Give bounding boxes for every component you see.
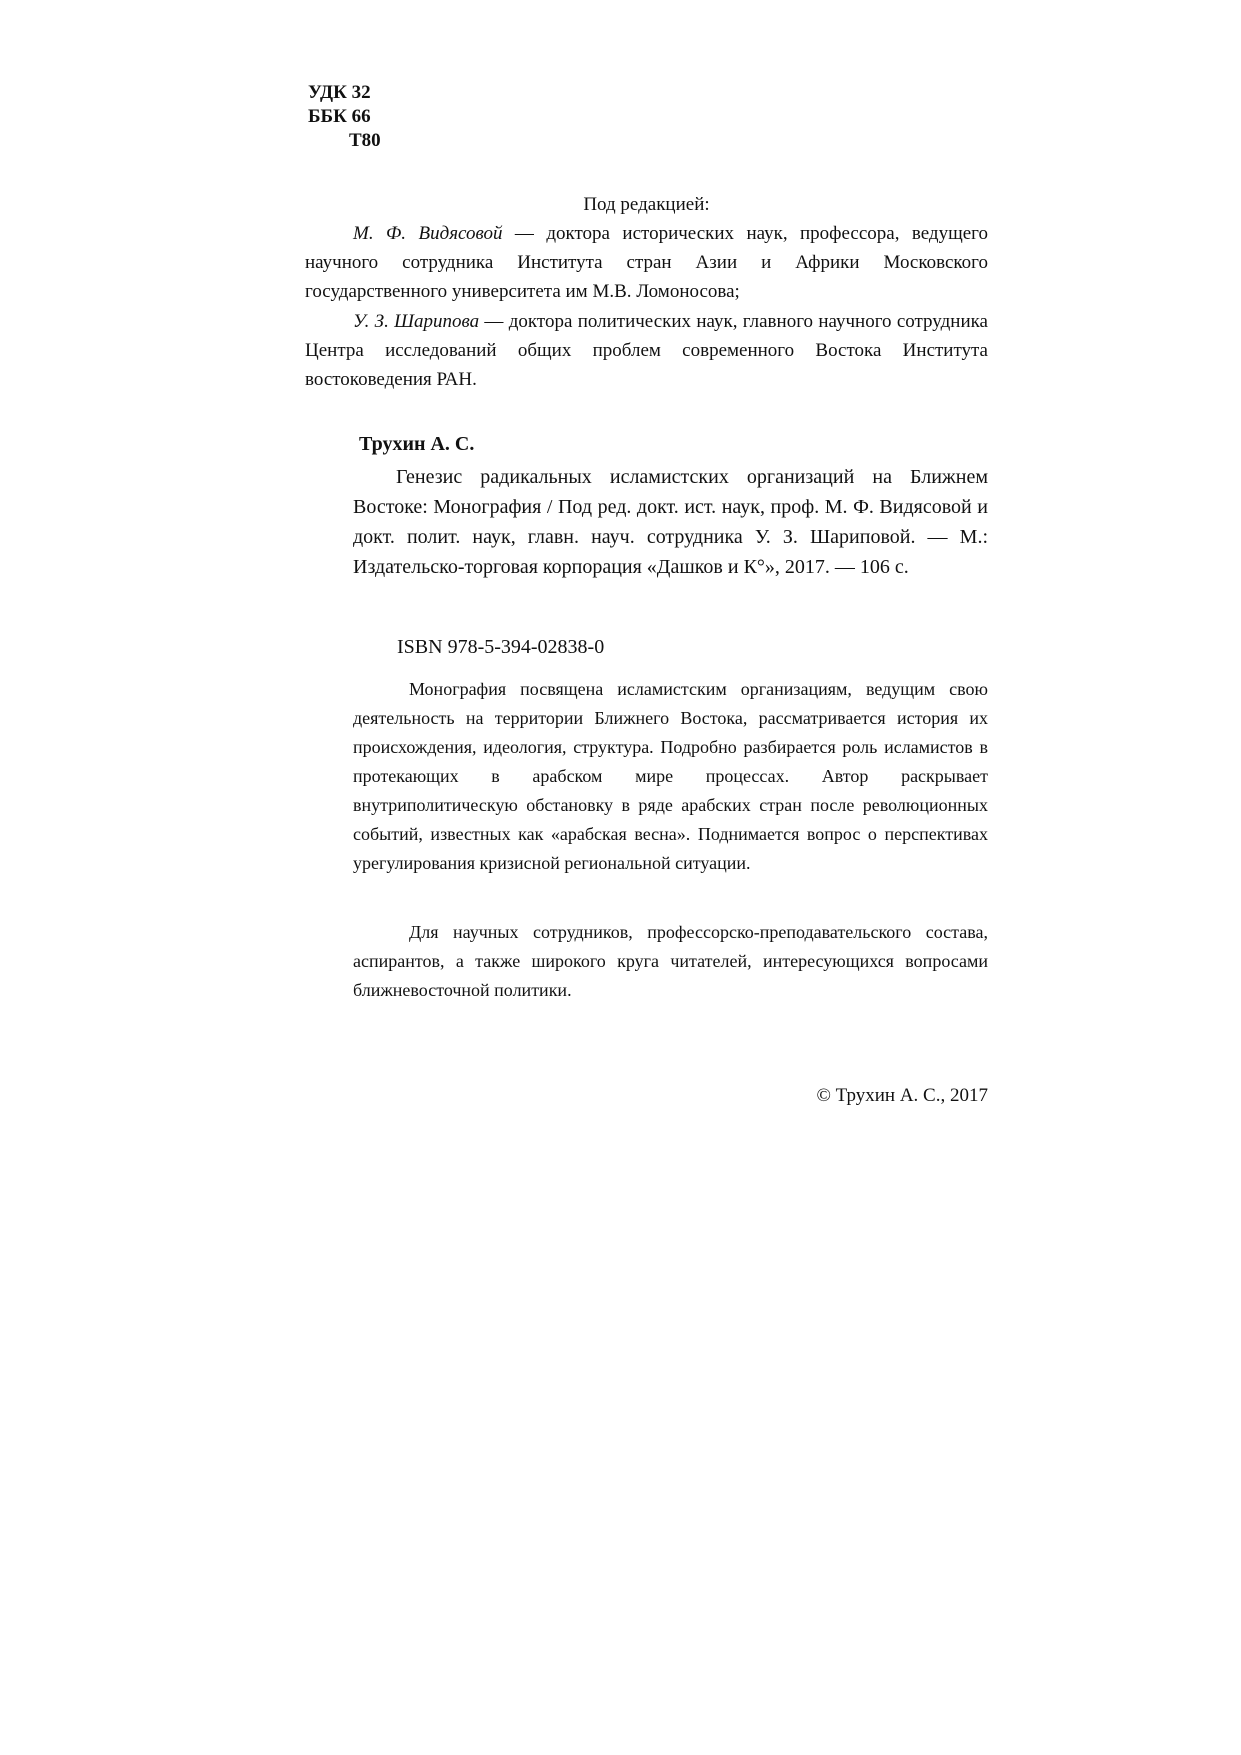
- editor-description: — доктора исторических наук, профессора, ведущего научного сотрудника Института стран Азии и Африки Московского государственного университета им М.В. Ломоносова;: [305, 223, 988, 302]
- annotation-paragraph: [353, 918, 988, 1005]
- audience-text: Для научных сотрудников, профессорско-преподавательского состава, аспирантов, а также широкого круга читателей, интересующихся вопросами ближневосточной политики.: [353, 922, 988, 1000]
- book-author: Трухин А. С.: [359, 433, 475, 455]
- bbk-code: ББК 66: [308, 106, 371, 127]
- editor-name: У. З. Шарипова: [353, 311, 480, 332]
- classification-codes: [308, 81, 381, 153]
- editor-name: М. Ф. Видясовой: [353, 223, 503, 244]
- annotation-paragraph: [353, 675, 988, 878]
- editors-heading: Под редакцией:: [583, 194, 710, 215]
- editor-description: — доктора политических наук, главного научного сотрудника Центра исследований общих проблем современного Востока Института востоковедения РАН.: [305, 311, 988, 390]
- editor-entry: [305, 219, 988, 306]
- editor-entry: [305, 307, 988, 394]
- author-sign: Т80: [349, 130, 381, 151]
- bibliographic-text: Генезис радикальных исламистских организаций на Ближнем Востоке: Монография / Под ред. докт. ист. наук, проф. М. Ф. Видясовой и докт. полит. наук, главн. науч. сотрудника У. З. Шариповой. — М.: Издательско-торговая корпорация «Дашков и К°», 2017. — 106 с.: [353, 466, 988, 578]
- copyright-notice: © Трухин А. С., 2017: [816, 1085, 988, 1106]
- bibliographic-record: [353, 462, 988, 582]
- isbn: ISBN 978-5-394-02838-0: [397, 636, 605, 658]
- annotation-text: Монография посвящена исламистским организациям, ведущим свою деятельность на территории Ближнего Востока, рассматривается история их происхождения, идеология, структура. Подробно разбирается роль исламистов в протекающих в арабском мире процессах. Автор раскрывает внутриполитическую обстановку в ряде арабских стран после революционных событий, известных как «арабская весна». Поднимается вопрос о перспективах урегулирования кризисной региональной ситуации.: [353, 679, 988, 873]
- udk-code: УДК 32: [308, 82, 371, 103]
